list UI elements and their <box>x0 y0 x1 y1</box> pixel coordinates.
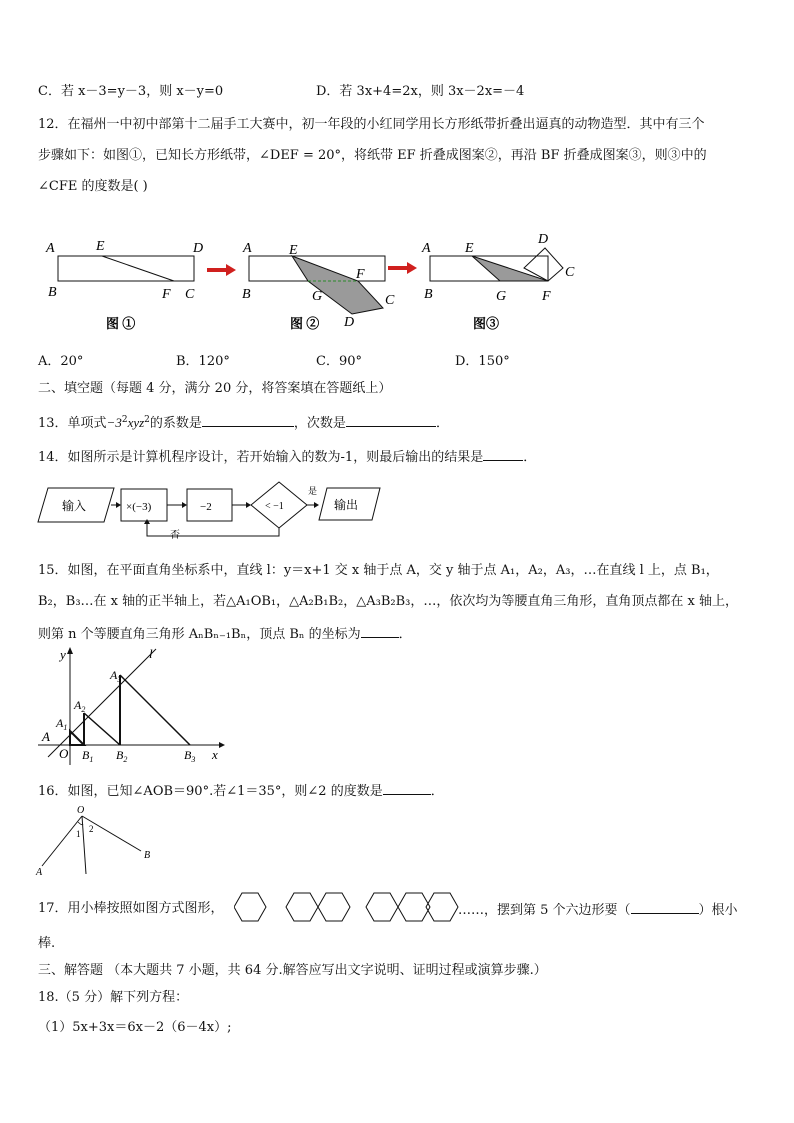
answer-blank <box>483 447 523 461</box>
svg-text:输出: 输出 <box>334 498 359 512</box>
svg-text:F: F <box>542 289 551 304</box>
svg-text:B: B <box>144 850 151 861</box>
svg-text:B: B <box>424 287 433 302</box>
q15-line3: 则第 n 个等腰直角三角形 AₙBₙ₋₁Bₙ，顶点 Bₙ 的坐标为 ． <box>38 624 412 644</box>
q13: 13．单项式$-3^2xyz^2$的系数是 ，次数是 ． <box>38 415 449 431</box>
svg-text:B1: $B_1$ <box>82 748 94 764</box>
q11-option-d: D．若 3x+4=2x，则 3x－2x=－4 <box>316 84 525 99</box>
q17-hexagon-figures <box>234 890 459 926</box>
svg-text:图③: 图③ <box>473 316 500 331</box>
svg-text:O: O <box>59 746 69 761</box>
q17-text-tail: ……，摆到第 5 个六边形要（ ）根小 <box>458 900 738 920</box>
svg-text:A: A <box>42 729 50 744</box>
svg-text:C: C <box>185 287 195 302</box>
svg-text:−2: −2 <box>200 501 212 513</box>
answer-blank <box>202 413 294 427</box>
svg-text:A: A <box>243 241 252 256</box>
q12-line2: 步骤如下：如图①，已知长方形纸带，∠DEF = 20°，将纸带 EF 折叠成图案②，再沿 BF 折叠成图案③，则③中的 <box>38 148 707 163</box>
svg-text:B: B <box>48 285 57 300</box>
svg-text:A3: $A_3$ <box>110 668 122 684</box>
svg-text:B2: $B_2$ <box>116 748 128 764</box>
q15-line1: 15．如图，在平面直角坐标系中，直线 l：y＝x+1 交 x 轴于点 A，交 y 轴于点 A₁，A₂，A₃，…在直线 l 上，点 B₁， <box>38 563 719 578</box>
svg-text:D: D <box>344 315 355 330</box>
answer-blank <box>383 781 431 795</box>
svg-text:l: l <box>149 646 153 661</box>
svg-text:F: F <box>356 267 365 282</box>
answer-blank <box>361 624 399 638</box>
svg-text:1: 1 <box>76 829 81 839</box>
svg-text:D: D <box>538 232 549 247</box>
svg-text:A: A <box>46 241 55 256</box>
q14-flowchart <box>36 480 386 542</box>
svg-text:是: 是 <box>308 486 318 496</box>
q14-text: 14．如图所示是计算机程序设计，若开始输入的数为-1，则最后输出的结果是 ． <box>38 447 536 467</box>
svg-text:B: B <box>242 287 251 302</box>
q17-text: 17．用小棒按照如图方式图形， <box>38 901 224 916</box>
q12-option-b: B．120° <box>176 354 230 369</box>
q16-angle-figure <box>34 804 164 880</box>
q12-figures <box>40 232 600 337</box>
arrow-right-icon <box>207 264 236 276</box>
q12-line1: 12．在福州一中初中部第十二届手工大赛中，初一年段的小红同学用长方形纸带折叠出逼真的动物造型．其中有三个 <box>38 117 705 132</box>
q12-option-c: C．90° <box>316 354 362 369</box>
svg-text:F: F <box>162 287 171 302</box>
q15-coordinate-figure <box>36 645 226 770</box>
svg-text:D: D <box>193 241 204 256</box>
section-2-heading: 二、填空题（每题 4 分，满分 20 分，将答案填在答题纸上） <box>38 381 392 396</box>
q16-text: 16．如图，已知∠AOB＝90°.若∠1＝35°，则∠2 的度数是 ． <box>38 781 444 801</box>
section-3-heading: 三、解答题 （本大题共 7 小题，共 64 分.解答应写出文字说明、证明过程或演算步骤.） <box>38 963 547 978</box>
answer-blank <box>631 900 699 914</box>
svg-text:C: C <box>565 265 575 280</box>
svg-text:图 ①: 图 ① <box>106 316 136 331</box>
q12-option-d: D．150° <box>455 354 510 369</box>
svg-text:< −1: < −1 <box>265 501 284 512</box>
answer-blank <box>346 413 436 427</box>
svg-text:A: A <box>422 241 431 256</box>
svg-text:A1: $A_1$ <box>56 716 68 732</box>
svg-text:×(−3): ×(−3) <box>126 501 152 513</box>
q18-title: 18.（5 分）解下列方程： <box>38 990 189 1005</box>
svg-text:2: 2 <box>89 824 94 834</box>
q12-figure-2 <box>242 241 395 331</box>
q18-part1: （1）5x+3x＝6x－2（6－4x）; <box>38 1020 232 1035</box>
svg-text:E: E <box>465 241 474 256</box>
svg-text:G: G <box>496 289 507 304</box>
q12-figure-3 <box>421 232 575 331</box>
svg-text:y: y <box>60 647 66 662</box>
svg-text:E: E <box>96 239 105 254</box>
svg-text:否: 否 <box>170 530 180 541</box>
svg-text:图 ②: 图 ② <box>290 316 320 331</box>
q12-line3: ∠CFE 的度数是( ) <box>38 179 148 194</box>
svg-text:O: O <box>77 805 85 816</box>
q15-line2: B₂，B₃…在 x 轴的正半轴上，若△A₁OB₁，△A₂B₁B₂，△A₃B₂B₃，…，依次均为等腰直角三角形，直角顶点都在 x 轴上， <box>38 594 738 609</box>
svg-text:A2: $A_2$ <box>74 698 86 714</box>
svg-text:A: A <box>36 867 43 878</box>
svg-text:x: x <box>212 747 218 762</box>
svg-text:B3: $B_3$ <box>184 748 196 764</box>
svg-text:输入: 输入 <box>62 499 87 513</box>
q12-figure-1 <box>45 239 203 331</box>
q12-option-a: A．20° <box>38 354 84 369</box>
svg-text:C: C <box>385 293 395 308</box>
q17-line2: 棒. <box>38 936 56 951</box>
svg-text:G: G <box>312 289 323 304</box>
arrow-right-icon <box>388 262 417 274</box>
q11-option-c: C．若 x－3=y－3，则 x－y=0 <box>38 84 224 99</box>
svg-text:E: E <box>289 243 298 258</box>
